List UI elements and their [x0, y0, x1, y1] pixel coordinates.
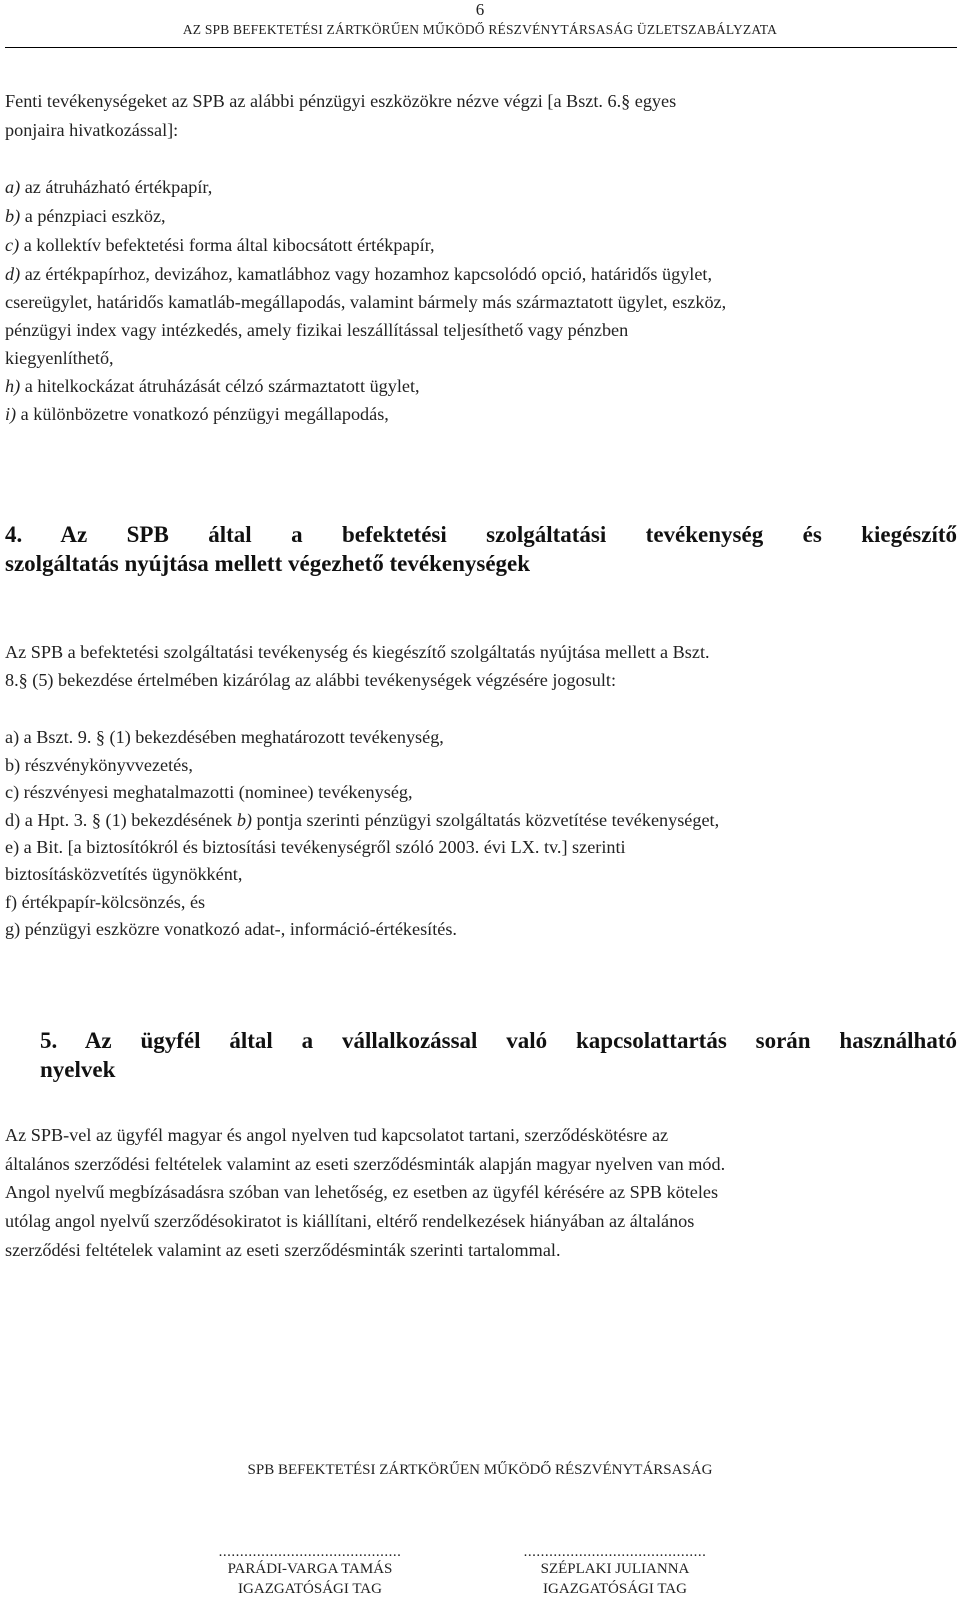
item-text: a hitelkockázat átruházását célzó származtatott ügylet, [20, 376, 420, 396]
intro-line-2: ponjaira hivatkozással]: [5, 120, 179, 140]
signature-block-left [175, 1545, 445, 1599]
section-4-heading-line-2: szolgáltatás nyújtása mellett végezhető tevékenységek [5, 551, 531, 576]
instrument-item-d-line-2: csereügylet, határidős kamatláb-megállapodás, valamint bármely más származtatott ügylet, eszköz, [5, 292, 727, 312]
activity-item-e-line-2: biztosításközvetítés ügynökként, [5, 864, 243, 884]
section-4-para-line-1: Az SPB a befektetési szolgáltatási tevékenység és kiegészítő szolgáltatás nyújtása mellett a Bszt. [5, 642, 710, 662]
section-5-para-line-2: általános szerződési feltételek valamint az eseti szerződésminták alapján magyar nyelven van mód. [5, 1154, 726, 1174]
item-mark: d) [5, 264, 21, 284]
item-mark: b) [236, 810, 252, 830]
footer-company-name: SPB BEFEKTETÉSI ZÁRTKÖRŰEN MŰKÖDŐ RÉSZVÉNYTÁRSASÁG [247, 1462, 713, 1478]
item-text: d) a Hpt. 3. § (1) bekezdésének [5, 810, 237, 830]
section-5-heading-line-2: nyelvek [40, 1057, 116, 1082]
activity-item-d [5, 810, 719, 831]
item-mark: b) [5, 206, 21, 226]
section-5-heading-line-1: 5. Az ügyfél által a vállalkozással való kapcsolattartás során használható [40, 1028, 957, 1053]
activity-item-c: c) részvényesi meghatalmazotti (nominee) tevékenység, [5, 782, 413, 802]
section-5-para-line-4: utólag angol nyelvű szerződésokiratot is kiállítani, eltérő rendelkezések hiányában az általános [5, 1211, 695, 1231]
instrument-item-d-line-1 [5, 264, 957, 285]
signatory-name: PARÁDI-VARGA TAMÁS [227, 1561, 393, 1577]
signature-line: ........................................... [523, 1544, 707, 1560]
intro-line-1: Fenti tevékenységeket az SPB az alábbi pénzügyi eszközökre nézve végzi [a Bszt. 6.§ egyes [5, 91, 677, 111]
section-4-para-line-2: 8.§ (5) bekezdése értelmében kizárólag az alábbi tevékenységek végzésére jogosult: [5, 670, 617, 690]
signatory-role: IGAZGATÓSÁGI TAG [238, 1581, 382, 1597]
section-4-heading [5, 522, 957, 577]
item-text: a pénzpiaci eszköz, [20, 206, 166, 226]
item-mark: c) [5, 235, 20, 255]
item-text: az átruházható értékpapír, [20, 177, 213, 197]
activity-item-a: a) a Bszt. 9. § (1) bekezdésében meghatározott tevékenység, [5, 727, 444, 747]
activity-item-g: g) pénzügyi eszközre vonatkozó adat-, információ-értékesítés. [5, 919, 457, 939]
instrument-item-b [5, 206, 166, 227]
item-mark: h) [5, 376, 21, 396]
section-5-para-line-3: Angol nyelvű megbízásadásra szóban van lehetőség, ez esetben az ügyfél kérésére az SPB köteles [5, 1182, 719, 1202]
section-5-para-line-5: szerződési feltételek valamint az eseti szerződésminták szerinti tartalommal. [5, 1240, 561, 1260]
header-divider [5, 47, 957, 48]
activity-item-b: b) részvénykönyvvezetés, [5, 755, 193, 775]
instrument-item-a [5, 177, 212, 198]
instrument-item-d-line-4: kiegyenlíthető, [5, 348, 114, 368]
item-mark: a) [5, 177, 21, 197]
signatory-name: SZÉPLAKI JULIANNA [540, 1561, 690, 1577]
item-text: a különbözetre vonatkozó pénzügyi megállapodás, [16, 404, 389, 424]
section-5-heading [40, 1028, 957, 1083]
section-4-heading-line-1: 4. Az SPB által a befektetési szolgáltatási tevékenység és kiegészítő [5, 522, 957, 547]
page-number: 6 [475, 0, 485, 19]
instrument-item-c [5, 235, 435, 256]
section-5-para-line-1: Az SPB-vel az ügyfél magyar és angol nyelven tud kapcsolatot tartani, szerződéskötésre az [5, 1125, 669, 1145]
item-text: az értékpapírhoz, devizához, kamatlábhoz vagy hozamhoz kapcsolódó opció, határidős ügylet, [20, 264, 713, 284]
signature-line: ........................................... [218, 1544, 402, 1560]
instrument-item-i [5, 404, 389, 425]
running-header-title: AZ SPB BEFEKTETÉSI ZÁRTKÖRŰEN MŰKÖDŐ RÉSZVÉNYTÁRSASÁG ÜZLETSZABÁLYZATA [182, 22, 778, 37]
activity-item-e-line-1: e) a Bit. [a biztosítókról és biztosítási tevékenységről szóló 2003. évi LX. tv.] szerinti [5, 837, 626, 857]
activity-item-f: f) értékpapír-kölcsönzés, és [5, 892, 206, 912]
instrument-item-h [5, 376, 420, 397]
signatory-role: IGAZGATÓSÁGI TAG [543, 1581, 687, 1597]
item-text: pontja szerinti pénzügyi szolgáltatás közvetítése tevékenységet, [251, 810, 720, 830]
signature-block-right [480, 1545, 750, 1599]
item-text: a kollektív befektetési forma által kibocsátott értékpapír, [19, 235, 435, 255]
item-mark: i) [5, 404, 17, 424]
instrument-item-d-line-3: pénzügyi index vagy intézkedés, amely fizikai leszállítással teljesíthető vagy pénzben [5, 320, 629, 340]
